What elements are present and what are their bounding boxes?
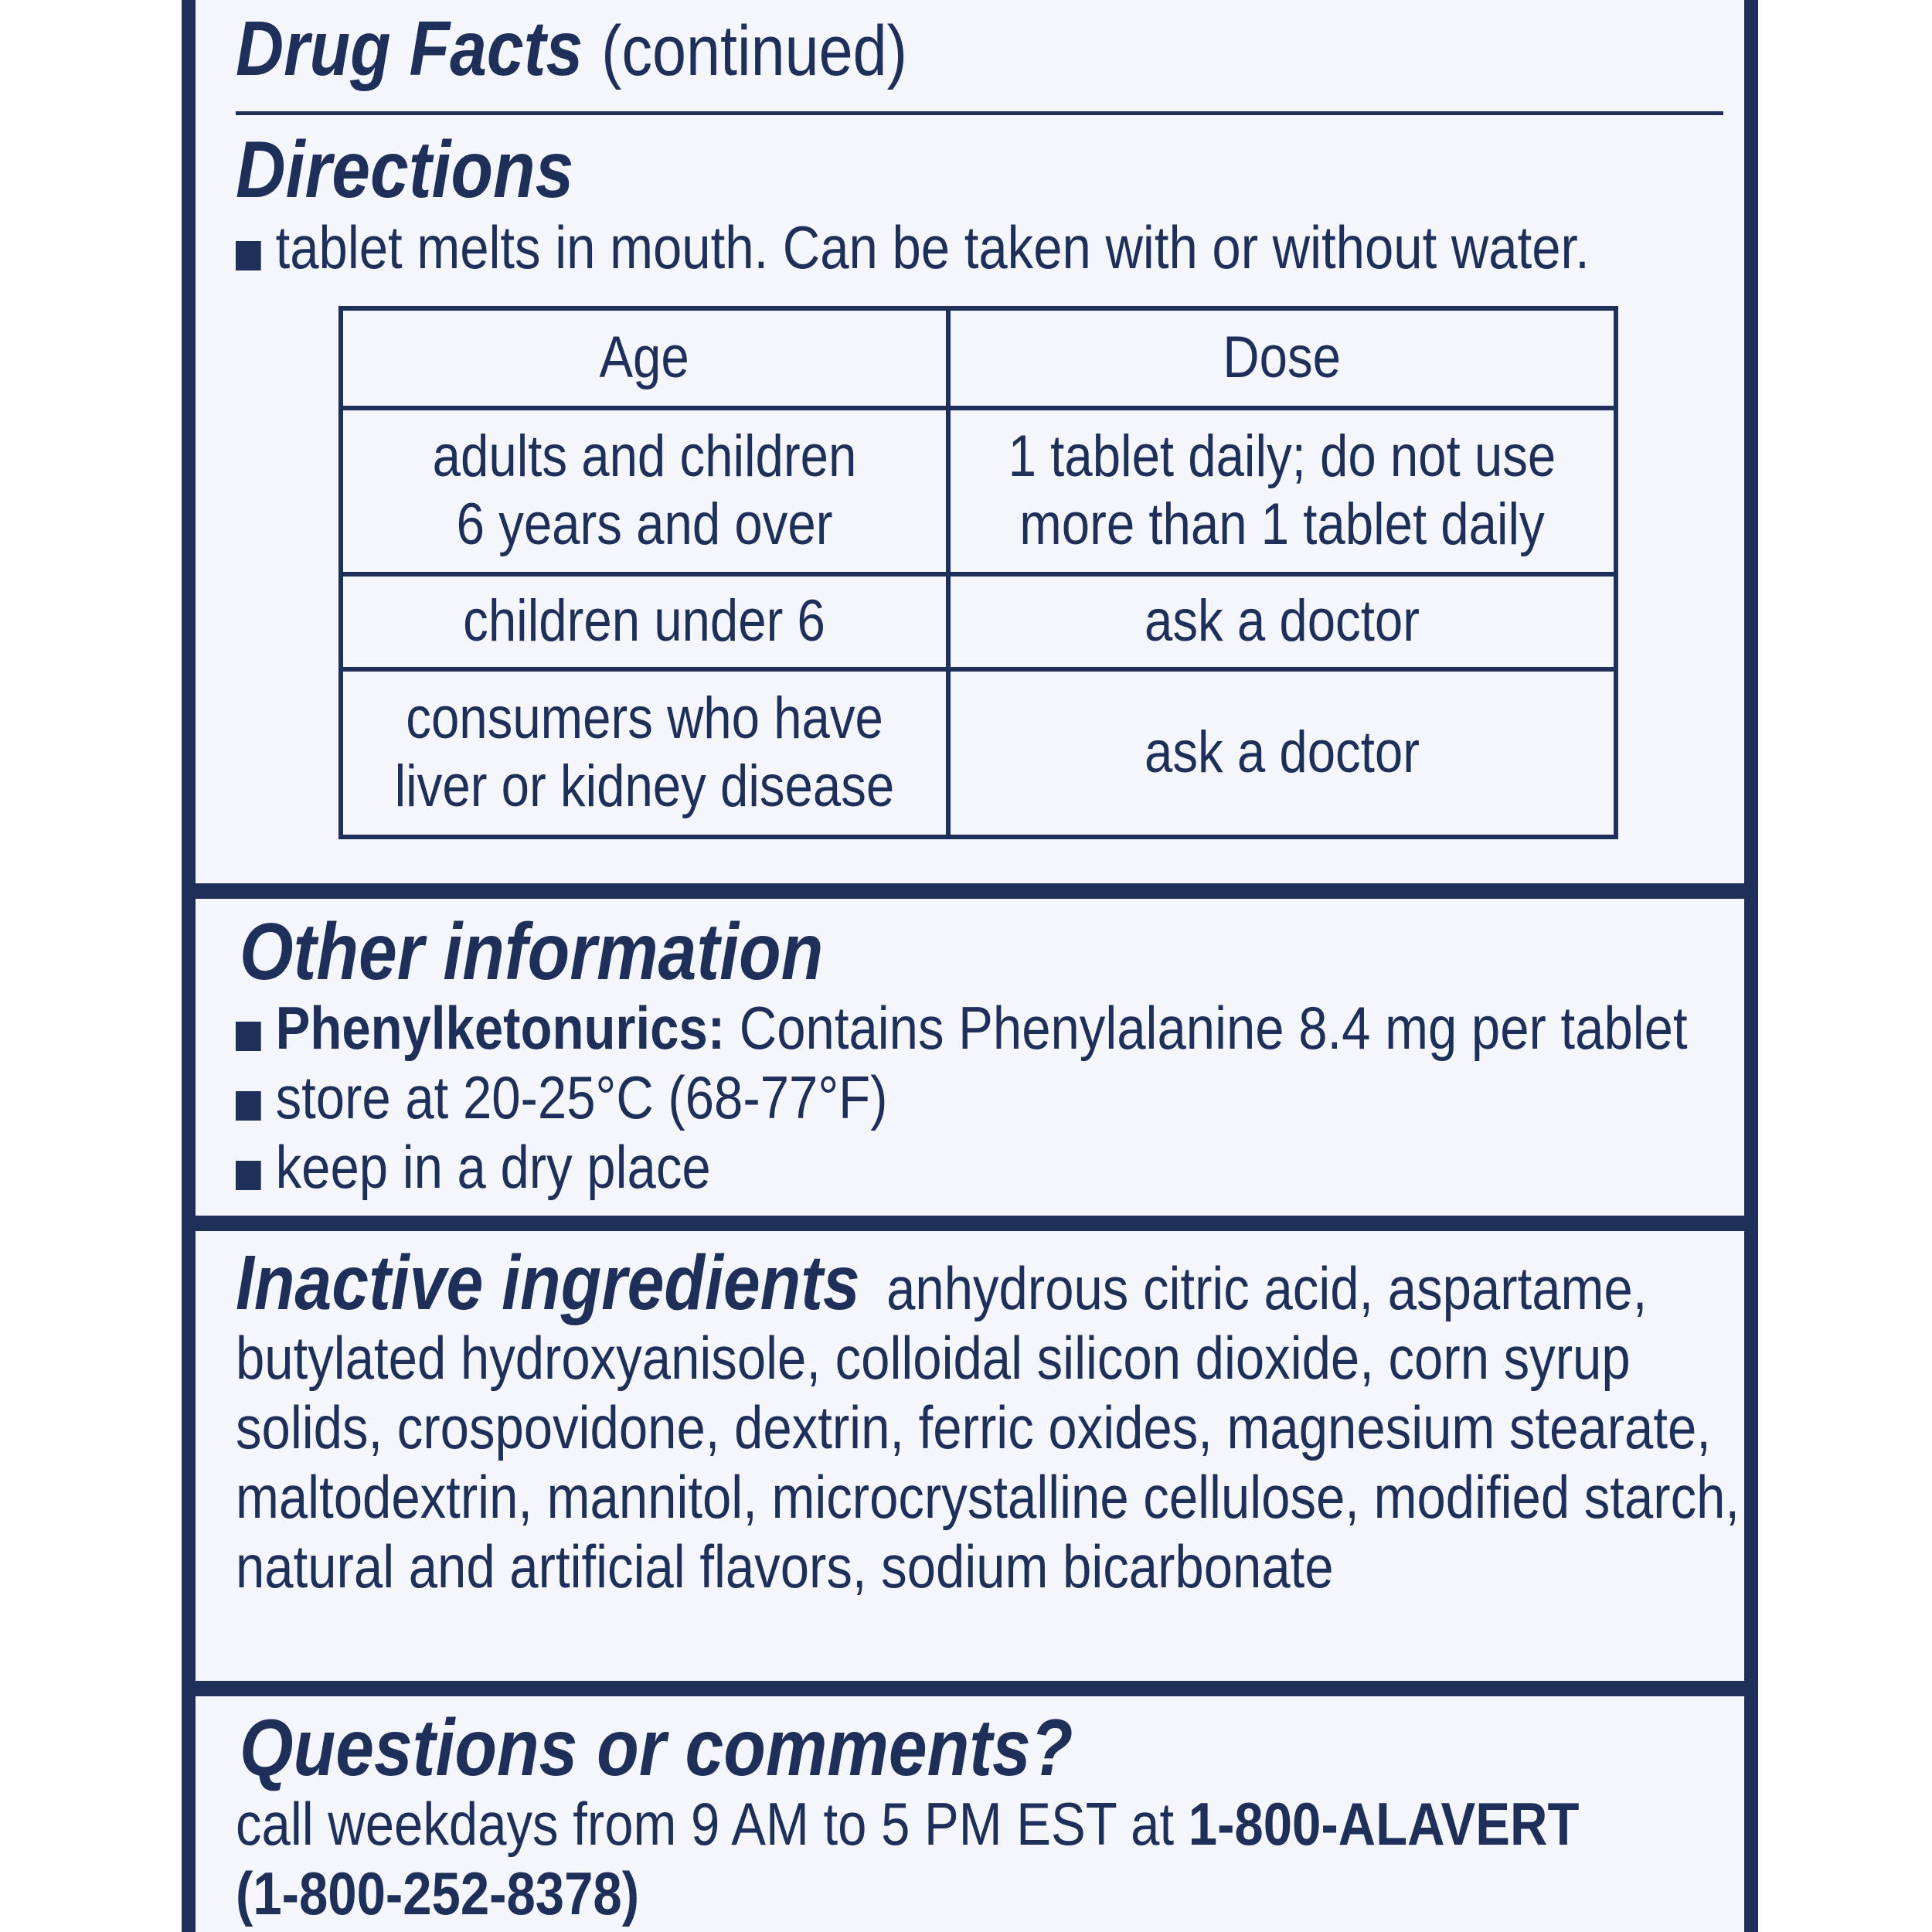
table-cell-dose: 1 tablet daily; do not use more than 1 tablet daily (948, 408, 1616, 574)
inactive-ingredients-heading: Inactive ingredients (236, 1240, 860, 1326)
phone-word: 1-800-ALAVERT (1188, 1790, 1580, 1858)
other-information-heading: Other information (240, 907, 824, 997)
table-header-row (341, 308, 1616, 408)
section-divider-3 (182, 1681, 1758, 1696)
questions-heading: Questions or comments? (240, 1703, 1073, 1793)
questions-phone-line (236, 1859, 705, 1928)
phone-number: (1-800-252-8378) (236, 1859, 640, 1927)
other-info-item-3 (236, 1132, 788, 1202)
questions-text: call weekdays from 9 AM to 5 PM EST at (236, 1790, 1175, 1858)
table-header-dose: Dose (948, 308, 1616, 408)
storage-text: store at 20-25°C (68-77°F) (275, 1063, 888, 1131)
header-rule (236, 111, 1723, 115)
table-cell-age: consumers who have liver or kidney disease (341, 669, 948, 837)
section-divider-2 (182, 1216, 1758, 1231)
section-divider-1 (182, 883, 1758, 899)
square-bullet-icon (236, 1022, 261, 1051)
phenylketonurics-text: Contains Phenylalanine 8.4 mg per tablet (739, 994, 1688, 1062)
table-row (341, 574, 1616, 669)
questions-call-line (236, 1789, 1798, 1859)
square-bullet-icon (236, 1091, 261, 1121)
directions-heading: Directions (236, 125, 574, 215)
table-cell-age: adults and children 6 years and over (341, 408, 948, 574)
square-bullet-icon (236, 1161, 261, 1190)
phenylketonurics-label: Phenylketonurics: (275, 994, 726, 1062)
inactive-ingredients-section (236, 1240, 1750, 1601)
table-row (341, 669, 1616, 837)
directions-bullet-text: tablet melts in mouth. Can be taken with or without water. (275, 213, 1590, 281)
table-cell-age: children under 6 (341, 574, 948, 669)
dry-place-text: keep in a dry place (275, 1133, 711, 1201)
table-cell-dose: ask a doctor (948, 574, 1616, 669)
inactive-ingredients-text: anhydrous citric acid, aspartame, butylated hydroxyanisole, colloidal silicon dioxide, corn syrup solids, crospovidone, dextrin, ferric oxides, magnesium stearate, maltodextrin, mannitol, microcrystalline cellulose, modified starch, natural and artificial flavors, sodium bicarbonate (236, 1254, 1740, 1600)
square-bullet-icon (236, 241, 261, 270)
title-bold: Drug Facts (236, 5, 583, 92)
page-title (236, 6, 1016, 94)
table-row (341, 408, 1616, 574)
directions-bullet (236, 213, 1810, 282)
table-header-age: Age (341, 308, 948, 408)
title-rest: (continued) (601, 12, 907, 90)
table-cell-dose: ask a doctor (948, 669, 1616, 837)
other-info-item-2 (236, 1063, 994, 1132)
dosage-table (338, 306, 1618, 839)
other-info-item-1 (236, 993, 1923, 1063)
